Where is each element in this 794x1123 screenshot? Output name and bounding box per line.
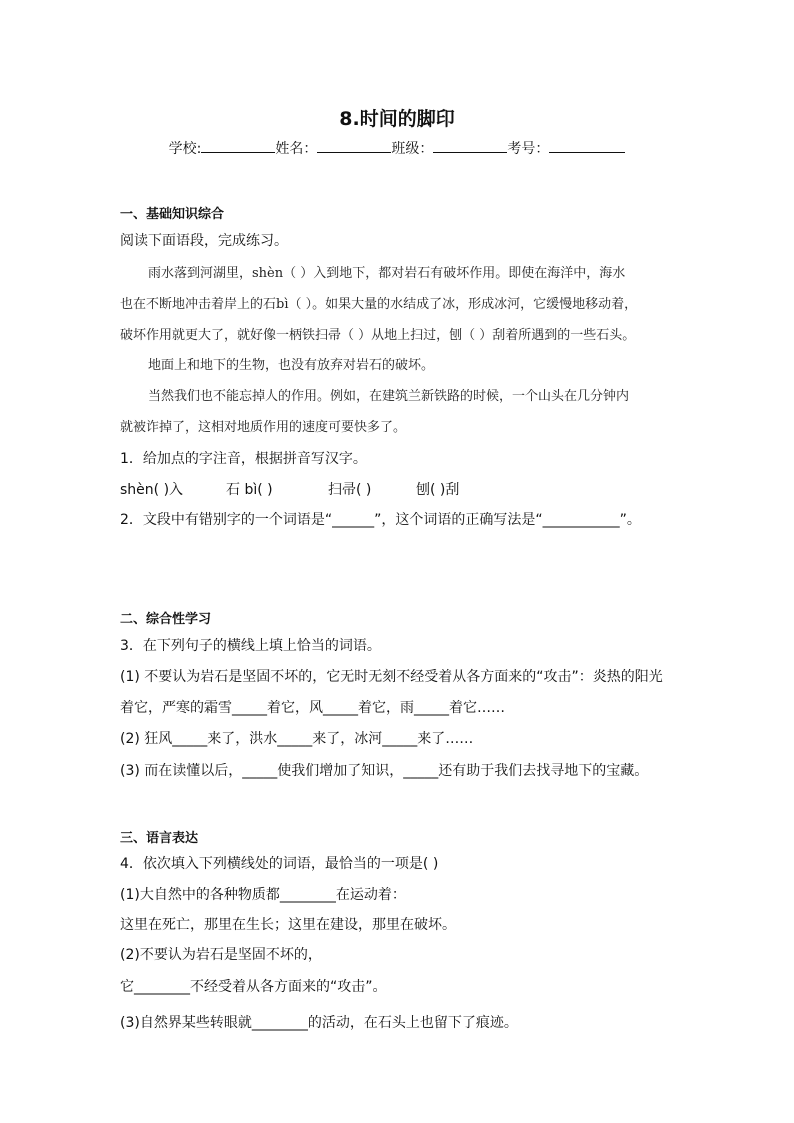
q4-line: 它________不经受着从各方面来的“攻击”。 [120, 979, 387, 995]
q1-item: 石 bì( ) [226, 482, 273, 498]
student-info-row [0, 138, 794, 158]
page-title: 8.时间的脚印 [339, 108, 455, 130]
q4-line: (3)自然界某些转眼就________的活动，在石头上也留下了痕迹。 [120, 1015, 518, 1031]
question-4: 4．依次填入下列横线处的词语，最恰当的一项是( ) [120, 856, 439, 872]
passage-line: 雨水落到河湖里，shèn（ ）入到地下，都对岩石有破坏作用。即使在海洋中，海水 [148, 266, 626, 281]
section-heading-basic: 一、基础知识综合 [120, 207, 225, 222]
q3-item-1-cont: 着它，严寒的霜雪_____着它，风_____着它，雨_____着它…… [120, 700, 505, 716]
section-heading-expression: 三、语言表达 [120, 831, 199, 846]
passage-line: 破坏作用就更大了，就好像一柄铁扫帚（ ）从地上扫过，刨（ ）刮着所遇到的一些石头。 [120, 328, 636, 343]
passage-line: 也在不断地冲击着岸上的石bì（ ）。如果大量的水结成了冰，形成冰河，它缓慢地移动着， [120, 297, 638, 312]
name-label: 姓名： [275, 141, 318, 157]
class-label: 班级： [391, 141, 434, 157]
q3-item-1: (1) 不要认为岩石是坚固不坏的，它无时无刻不经受着从各方面来的“攻击”：炎热的阳光 [120, 669, 663, 685]
q4-line: (2)不要认为岩石是坚固不坏的， [120, 947, 322, 963]
passage-instruction: 阅读下面语段，完成练习。 [120, 233, 288, 249]
question-1: 1．给加点的字注音，根据拼音写汉字。 [120, 451, 367, 467]
q4-line: 这里在死亡，那里在生长；这里在建设，那里在破坏。 [120, 917, 456, 933]
q3-item-2: (2) 狂风_____来了，洪水_____来了，冰河_____来了…… [120, 731, 474, 747]
exam-no-label: 考号： [507, 141, 550, 157]
q3-item-3: (3) 而在读懂以后，_____使我们增加了知识，_____还有助于我们去找寻地下的宝藏。 [120, 763, 649, 779]
q1-item: shèn( )入 [120, 482, 184, 498]
passage-line: 当然我们也不能忘掉人的作用。例如，在建筑兰新铁路的时候，一个山头在几分钟内 [148, 389, 630, 404]
school-label: 学校: [168, 141, 202, 157]
q1-item: 扫帚( ) [328, 482, 372, 498]
q1-item: 刨( )刮 [416, 482, 460, 498]
passage-line: 就被诈掉了，这相对地质作用的速度可要快多了。 [120, 420, 407, 435]
passage-line: 地面上和地下的生物，也没有放弃对岩石的破坏。 [148, 358, 435, 373]
school-blank [201, 138, 275, 153]
section-heading-comprehensive: 二、综合性学习 [120, 612, 212, 627]
question-1-items [120, 479, 459, 499]
name-blank [317, 138, 391, 153]
q4-line: (1)大自然中的各种物质都________在运动着： [120, 887, 406, 903]
question-3: 3．在下列句子的横线上填上恰当的词语。 [120, 638, 381, 654]
class-blank [433, 138, 507, 153]
question-2: 2．文段中有错别字的一个词语是“______”，这个词语的正确写法是“___________”。 [120, 512, 641, 528]
exam-no-blank [549, 138, 625, 153]
